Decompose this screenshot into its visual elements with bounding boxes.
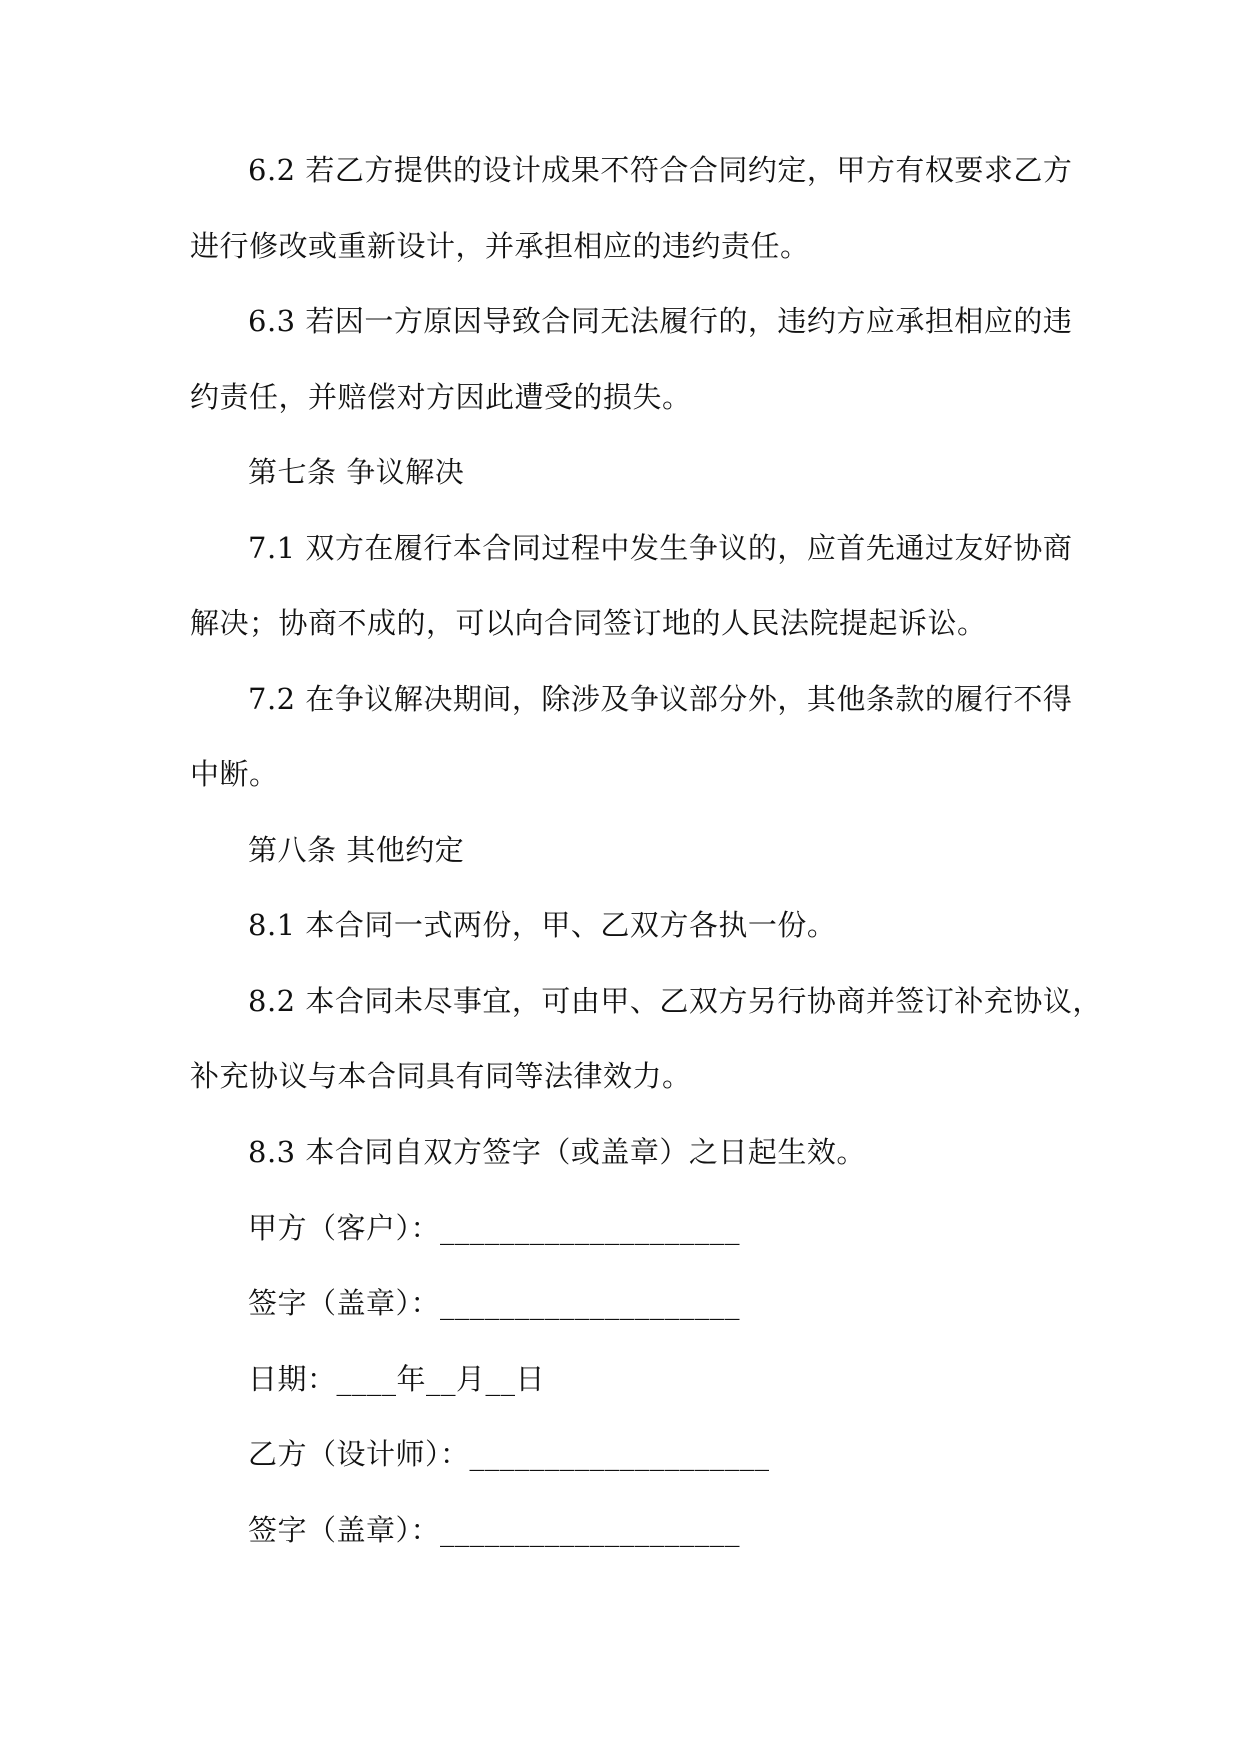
clause-6-3-line-1: 6.3 若因一方原因导致合同无法履行的，违约方应承担相应的违	[248, 304, 1073, 338]
clause-7-1-line-1: 7.1 双方在履行本合同过程中发生争议的，应首先通过友好协商	[248, 531, 1073, 565]
clause-6-2-line-1: 6.2 若乙方提供的设计成果不符合合同约定，甲方有权要求乙方	[248, 153, 1073, 187]
party-b-signature-field: 签字（盖章）：____________________	[248, 1513, 741, 1547]
clause-6-2-line-2: 进行修改或重新设计，并承担相应的违约责任。	[190, 229, 810, 263]
clause-7-1-line-2: 解决；协商不成的，可以向合同签订地的人民法院提起诉讼。	[190, 606, 987, 640]
party-b-field: 乙方（设计师）：____________________	[248, 1437, 770, 1471]
clause-8-2-line-2: 补充协议与本合同具有同等法律效力。	[190, 1059, 692, 1093]
party-a-signature-field: 签字（盖章）：____________________	[248, 1286, 741, 1320]
clause-8-2-line-1: 8.2 本合同未尽事宜，可由甲、乙双方另行协商并签订补充协议，	[248, 984, 1102, 1018]
clause-7-2-line-2: 中断。	[190, 757, 279, 791]
clause-6-3-line-2: 约责任，并赔偿对方因此遭受的损失。	[190, 380, 692, 414]
clause-8-1: 8.1 本合同一式两份，甲、乙双方各执一份。	[248, 908, 837, 942]
date-field: 日期：____年__月__日	[248, 1362, 546, 1396]
clause-8-3: 8.3 本合同自双方签字（或盖章）之日起生效。	[248, 1135, 866, 1169]
article-7-heading: 第七条 争议解决	[248, 455, 465, 489]
clause-7-2-line-1: 7.2 在争议解决期间，除涉及争议部分外，其他条款的履行不得	[248, 682, 1073, 716]
article-8-heading: 第八条 其他约定	[248, 833, 465, 867]
party-a-field: 甲方（客户）：____________________	[248, 1211, 741, 1245]
